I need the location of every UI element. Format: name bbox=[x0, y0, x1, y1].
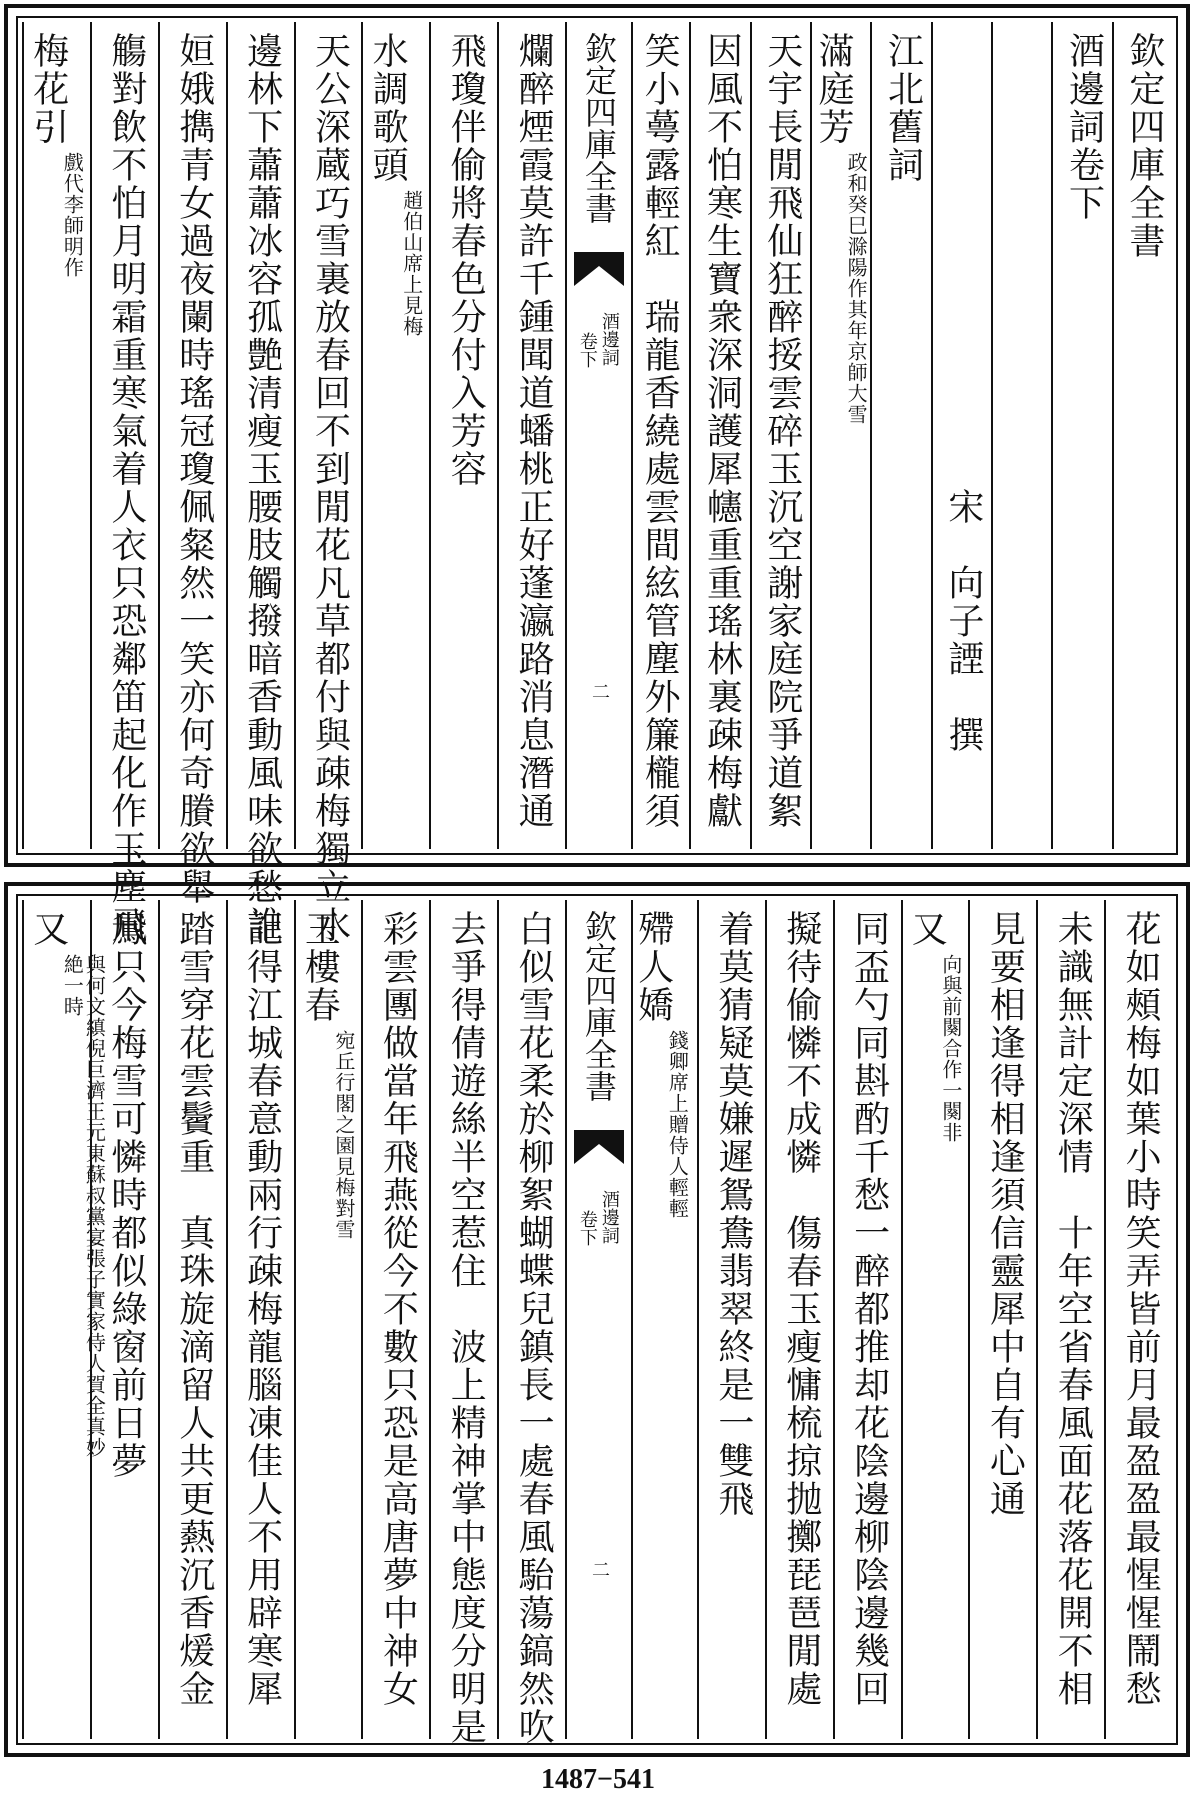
text-column bbox=[870, 22, 932, 849]
column-text: 邊林下蕭蕭冰容孤艶清瘦玉腰肢觸撥暗香動風味欲愁誰 bbox=[241, 32, 283, 944]
fishtail-mark bbox=[573, 252, 625, 286]
fold-subhead-title: 酒邊詞 bbox=[598, 1190, 620, 1244]
fold-center-column bbox=[565, 22, 633, 849]
column-annotation: 宛丘行閣之園見梅對雪 bbox=[331, 1030, 356, 1240]
text-column bbox=[226, 22, 296, 944]
text-column bbox=[765, 900, 835, 1739]
text-column bbox=[361, 900, 431, 1739]
text-column bbox=[429, 900, 499, 1746]
text-column bbox=[1036, 900, 1106, 1739]
column-text: 花如頰梅如葉小時笑弄皆前月最盈盈最惺惺鬧愁 bbox=[1120, 910, 1162, 1708]
column-text: 笑小蕚露輕紅 瑞龍香繞處雲間絃管塵外簾櫳須 bbox=[639, 32, 681, 830]
text-column bbox=[22, 900, 107, 1739]
fold-subhead-volume: 卷下 bbox=[576, 332, 598, 368]
column-text: 江北舊詞 bbox=[882, 32, 924, 184]
column-text: 彩雲團做當年飛燕從今不數只恐是高唐夢中神女 bbox=[377, 910, 419, 1708]
text-column bbox=[629, 22, 689, 849]
column-annotation: 錢卿席上贈侍人輕輕 bbox=[665, 1030, 690, 1219]
text-column bbox=[1112, 22, 1174, 849]
column-text: 飛瓊伴偷將春色分付入芳容 bbox=[445, 32, 487, 488]
column-text: 天宇長閒飛仙狂醉挼雲碎玉沉空謝家庭院爭道絮 bbox=[761, 32, 803, 830]
column-annotation: 趙伯山席上見梅 bbox=[399, 190, 424, 337]
page-code: 1487−541 bbox=[541, 1764, 655, 1795]
tune-title: 殢人嬌 bbox=[632, 910, 674, 1024]
fold-book-title: 欽定四庫全書 bbox=[580, 910, 618, 1102]
fold-subhead-volume: 卷下 bbox=[576, 1210, 598, 1246]
text-column bbox=[968, 900, 1038, 1739]
fold-subhead-title: 酒邊詞 bbox=[598, 312, 620, 366]
text-column bbox=[294, 22, 364, 944]
text-column bbox=[497, 900, 567, 1746]
text-column bbox=[361, 22, 431, 849]
text-column bbox=[497, 22, 567, 849]
column-annotation: 與何文縝倪巨濟王元東蘇叔黨宴張子實家侍人賀全真妙絶一時 bbox=[60, 954, 107, 1458]
column-text: 欽定四庫全書 bbox=[1123, 32, 1165, 260]
upper-page bbox=[4, 4, 1190, 944]
column-text: 觴對飲不怕月明霜重寒氣着人衣只恐鄰笛起化作玉塵飛 bbox=[105, 32, 147, 944]
tune-title: 又 bbox=[906, 910, 948, 948]
text-column bbox=[697, 900, 767, 1739]
text-column bbox=[750, 22, 812, 849]
column-text: 酒邊詞卷下 bbox=[1063, 32, 1105, 222]
column-text: 擬待偷憐不成憐 傷春玉瘦慵梳掠抛擲琵琶閒處 bbox=[780, 910, 822, 1708]
column-text: 因風不怕寒生寶衆深洞護犀幰重重瑤林裏疎梅獻 bbox=[701, 32, 743, 830]
column-text: 鳳只今梅雪可憐時都似綠窗前日夢 bbox=[105, 910, 147, 1480]
text-column bbox=[158, 22, 228, 906]
text-column bbox=[294, 900, 364, 1739]
text-column bbox=[833, 900, 903, 1739]
tune-title: 又 bbox=[27, 910, 69, 948]
text-column bbox=[901, 900, 971, 1739]
column-text: 見要相逢得相逢須信靈犀中自有心通 bbox=[984, 910, 1026, 1518]
text-column bbox=[689, 22, 751, 849]
column-text: 記得江城春意動兩行疎梅龍腦凍佳人不用辟寒犀 bbox=[241, 910, 283, 1708]
column-text: 白似雪花柔於柳絮蝴蝶兒鎮長一處春風駘蕩鎬然吹 bbox=[513, 910, 555, 1746]
text-column bbox=[429, 22, 499, 849]
column-text: 踏雪穿花雲鬢重 真珠旋滴留人共更爇沉香煖金 bbox=[173, 910, 215, 1708]
text-column bbox=[810, 22, 872, 849]
text-column bbox=[931, 22, 993, 849]
fold-center-column bbox=[565, 900, 633, 1739]
column-text: 未識無計定深情 十年空省春風面花落花開不相 bbox=[1052, 910, 1094, 1708]
column-text: 爛醉煙霞莫許千鍾聞道蟠桃正好蓬瀛路消息潛通 bbox=[513, 32, 555, 830]
column-text: 去爭得倩遊絲半空惹住 波上精神掌中態度分明是 bbox=[445, 910, 487, 1746]
fishtail-mark bbox=[573, 1130, 625, 1164]
text-column bbox=[1104, 900, 1174, 1739]
column-annotation: 向與前闋合作一闋非 bbox=[938, 954, 963, 1143]
column-text: 宋 向子諲 撰 bbox=[942, 32, 984, 754]
column-annotation: 戲代李師明作 bbox=[60, 152, 85, 278]
text-column bbox=[22, 22, 92, 849]
fold-book-title: 欽定四庫全書 bbox=[580, 32, 618, 224]
text-column bbox=[991, 22, 1053, 849]
fold-page-number: 二 bbox=[589, 1560, 610, 1578]
tune-title: 梅花引 bbox=[27, 32, 69, 146]
column-text: 天公深蔵巧雪裏放春回不到閒花凡草都付與疎梅獨立水 bbox=[309, 32, 351, 944]
column-annotation: 政和癸巳滁陽作其年京師大雪 bbox=[844, 152, 869, 425]
text-column bbox=[90, 22, 160, 944]
fold-page-number: 二 bbox=[589, 682, 610, 700]
column-text: 姮娥擕青女過夜闌時瑤冠瓊佩粲然一笑亦何奇賸欲舉 bbox=[173, 32, 215, 906]
tune-title: 滿庭芳 bbox=[813, 32, 855, 146]
text-column bbox=[1051, 22, 1113, 849]
tune-title: 水調歌頭 bbox=[367, 32, 409, 184]
text-column bbox=[158, 900, 228, 1739]
tune-title: 玉樓春 bbox=[299, 910, 341, 1024]
text-column bbox=[226, 900, 296, 1739]
column-text: 着莫猜疑莫嫌遲鴛鴦翡翠終是一雙飛 bbox=[712, 910, 754, 1518]
column-text: 同盃勺同斟酌千愁一醉都推却花陰邊柳陰邊幾回 bbox=[848, 910, 890, 1708]
text-column bbox=[629, 900, 697, 1739]
lower-page bbox=[4, 882, 1190, 1757]
